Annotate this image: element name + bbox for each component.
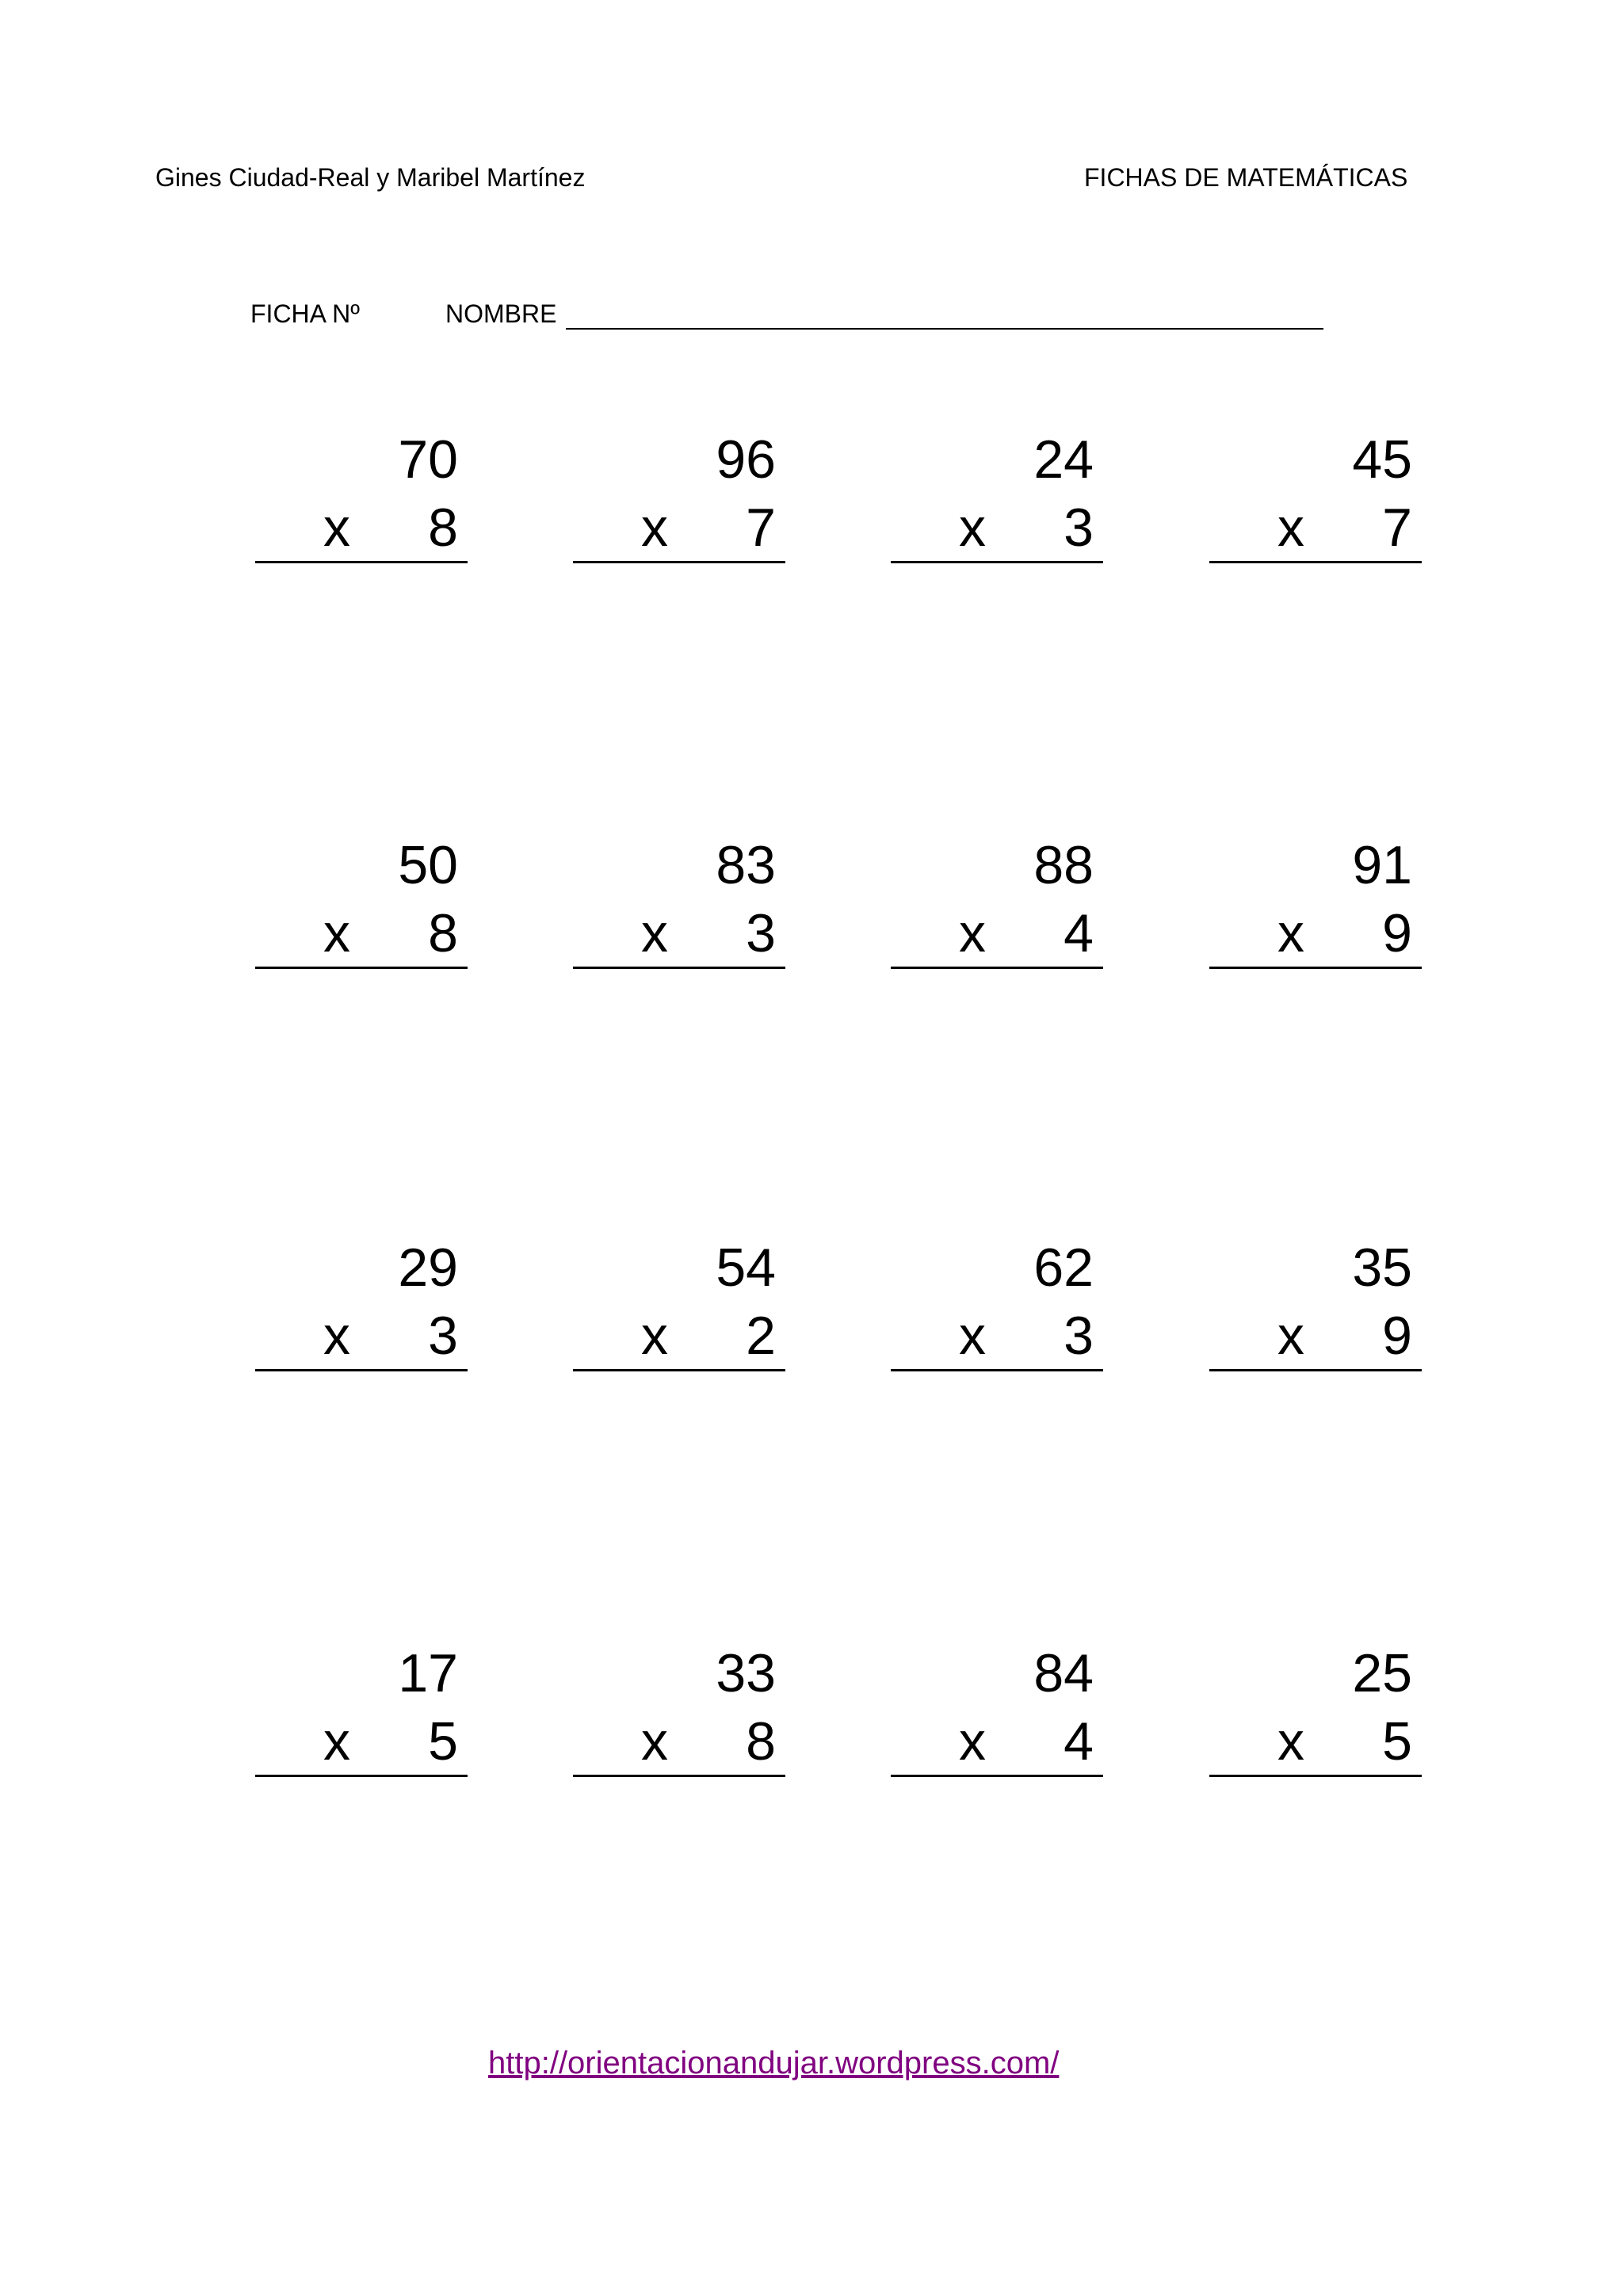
multiplier: 7 bbox=[1382, 498, 1412, 558]
multiplication-sign: x bbox=[323, 903, 350, 963]
multiplicand: 62 bbox=[1033, 1238, 1094, 1298]
multiplicand: 17 bbox=[398, 1643, 458, 1703]
multiplication-sign: x bbox=[959, 903, 986, 963]
multiplication-sign: x bbox=[641, 903, 668, 963]
multiplier: 9 bbox=[1382, 903, 1412, 963]
multiplicand: 91 bbox=[1352, 835, 1412, 895]
multiplier: 3 bbox=[746, 903, 776, 963]
multiplication-problem bbox=[891, 833, 1103, 970]
result-line bbox=[1209, 1775, 1422, 1777]
multiplicand: 33 bbox=[716, 1643, 776, 1703]
multiplication-problem bbox=[1209, 428, 1422, 564]
multiplication-problem bbox=[255, 428, 468, 564]
multiplication-sign: x bbox=[323, 1711, 350, 1772]
multiplication-sign: x bbox=[1277, 1306, 1304, 1366]
multiplicand: 45 bbox=[1352, 429, 1412, 490]
result-line bbox=[573, 561, 785, 563]
multiplication-sign: x bbox=[959, 498, 986, 558]
multiplicand: 35 bbox=[1352, 1238, 1412, 1298]
multiplication-problem bbox=[573, 428, 785, 564]
multiplier: 3 bbox=[1064, 498, 1094, 558]
result-line bbox=[255, 1775, 468, 1777]
multiplication-problem bbox=[255, 1642, 468, 1778]
result-line bbox=[1209, 967, 1422, 969]
result-line bbox=[573, 1775, 785, 1777]
nombre-answer-line bbox=[566, 328, 1323, 330]
multiplication-problem bbox=[573, 1642, 785, 1778]
result-line bbox=[255, 967, 468, 969]
multiplier: 9 bbox=[1382, 1306, 1412, 1366]
multiplier: 8 bbox=[428, 498, 458, 558]
multiplication-problem bbox=[1209, 1236, 1422, 1372]
multiplication-problem bbox=[891, 1236, 1103, 1372]
ficha-number-label: FICHA Nº bbox=[250, 299, 360, 328]
multiplication-sign: x bbox=[1277, 903, 1304, 963]
result-line bbox=[891, 1369, 1103, 1371]
header-title: FICHAS DE MATEMÁTICAS bbox=[1084, 163, 1408, 192]
multiplication-problem bbox=[573, 833, 785, 970]
nombre-label: NOMBRE bbox=[445, 299, 557, 328]
multiplication-sign: x bbox=[641, 1306, 668, 1366]
multiplication-sign: x bbox=[959, 1306, 986, 1366]
multiplication-sign: x bbox=[1277, 498, 1304, 558]
multiplicand: 70 bbox=[398, 429, 458, 490]
multiplicand: 29 bbox=[398, 1238, 458, 1298]
multiplier: 3 bbox=[1064, 1306, 1094, 1366]
multiplicand: 24 bbox=[1033, 429, 1094, 490]
multiplier: 2 bbox=[746, 1306, 776, 1366]
footer-link[interactable]: http://orientacionandujar.wordpress.com/ bbox=[488, 2046, 1060, 2081]
result-line bbox=[891, 561, 1103, 563]
multiplication-problem bbox=[891, 428, 1103, 564]
multiplication-problem bbox=[573, 1236, 785, 1372]
multiplicand: 25 bbox=[1352, 1643, 1412, 1703]
multiplicand: 88 bbox=[1033, 835, 1094, 895]
multiplier: 8 bbox=[428, 903, 458, 963]
multiplicand: 84 bbox=[1033, 1643, 1094, 1703]
multiplication-problem bbox=[891, 1642, 1103, 1778]
result-line bbox=[1209, 561, 1422, 563]
multiplier: 4 bbox=[1064, 1711, 1094, 1772]
multiplication-sign: x bbox=[641, 498, 668, 558]
multiplication-problem bbox=[1209, 1642, 1422, 1778]
multiplication-problem bbox=[255, 833, 468, 970]
result-line bbox=[255, 1369, 468, 1371]
result-line bbox=[255, 561, 468, 563]
multiplier: 5 bbox=[428, 1711, 458, 1772]
multiplication-problem bbox=[255, 1236, 468, 1372]
result-line bbox=[891, 1775, 1103, 1777]
multiplier: 3 bbox=[428, 1306, 458, 1366]
multiplicand: 50 bbox=[398, 835, 458, 895]
multiplier: 4 bbox=[1064, 903, 1094, 963]
result-line bbox=[573, 1369, 785, 1371]
multiplicand: 96 bbox=[716, 429, 776, 490]
result-line bbox=[1209, 1369, 1422, 1371]
multiplier: 5 bbox=[1382, 1711, 1412, 1772]
result-line bbox=[891, 967, 1103, 969]
multiplication-sign: x bbox=[323, 498, 350, 558]
multiplication-sign: x bbox=[1277, 1711, 1304, 1772]
multiplication-sign: x bbox=[959, 1711, 986, 1772]
multiplier: 8 bbox=[746, 1711, 776, 1772]
multiplication-sign: x bbox=[641, 1711, 668, 1772]
multiplication-sign: x bbox=[323, 1306, 350, 1366]
multiplicand: 54 bbox=[716, 1238, 776, 1298]
result-line bbox=[573, 967, 785, 969]
multiplier: 7 bbox=[746, 498, 776, 558]
multiplicand: 83 bbox=[716, 835, 776, 895]
header-authors: Gines Ciudad-Real y Maribel Martínez bbox=[155, 163, 586, 192]
multiplication-problem bbox=[1209, 833, 1422, 970]
